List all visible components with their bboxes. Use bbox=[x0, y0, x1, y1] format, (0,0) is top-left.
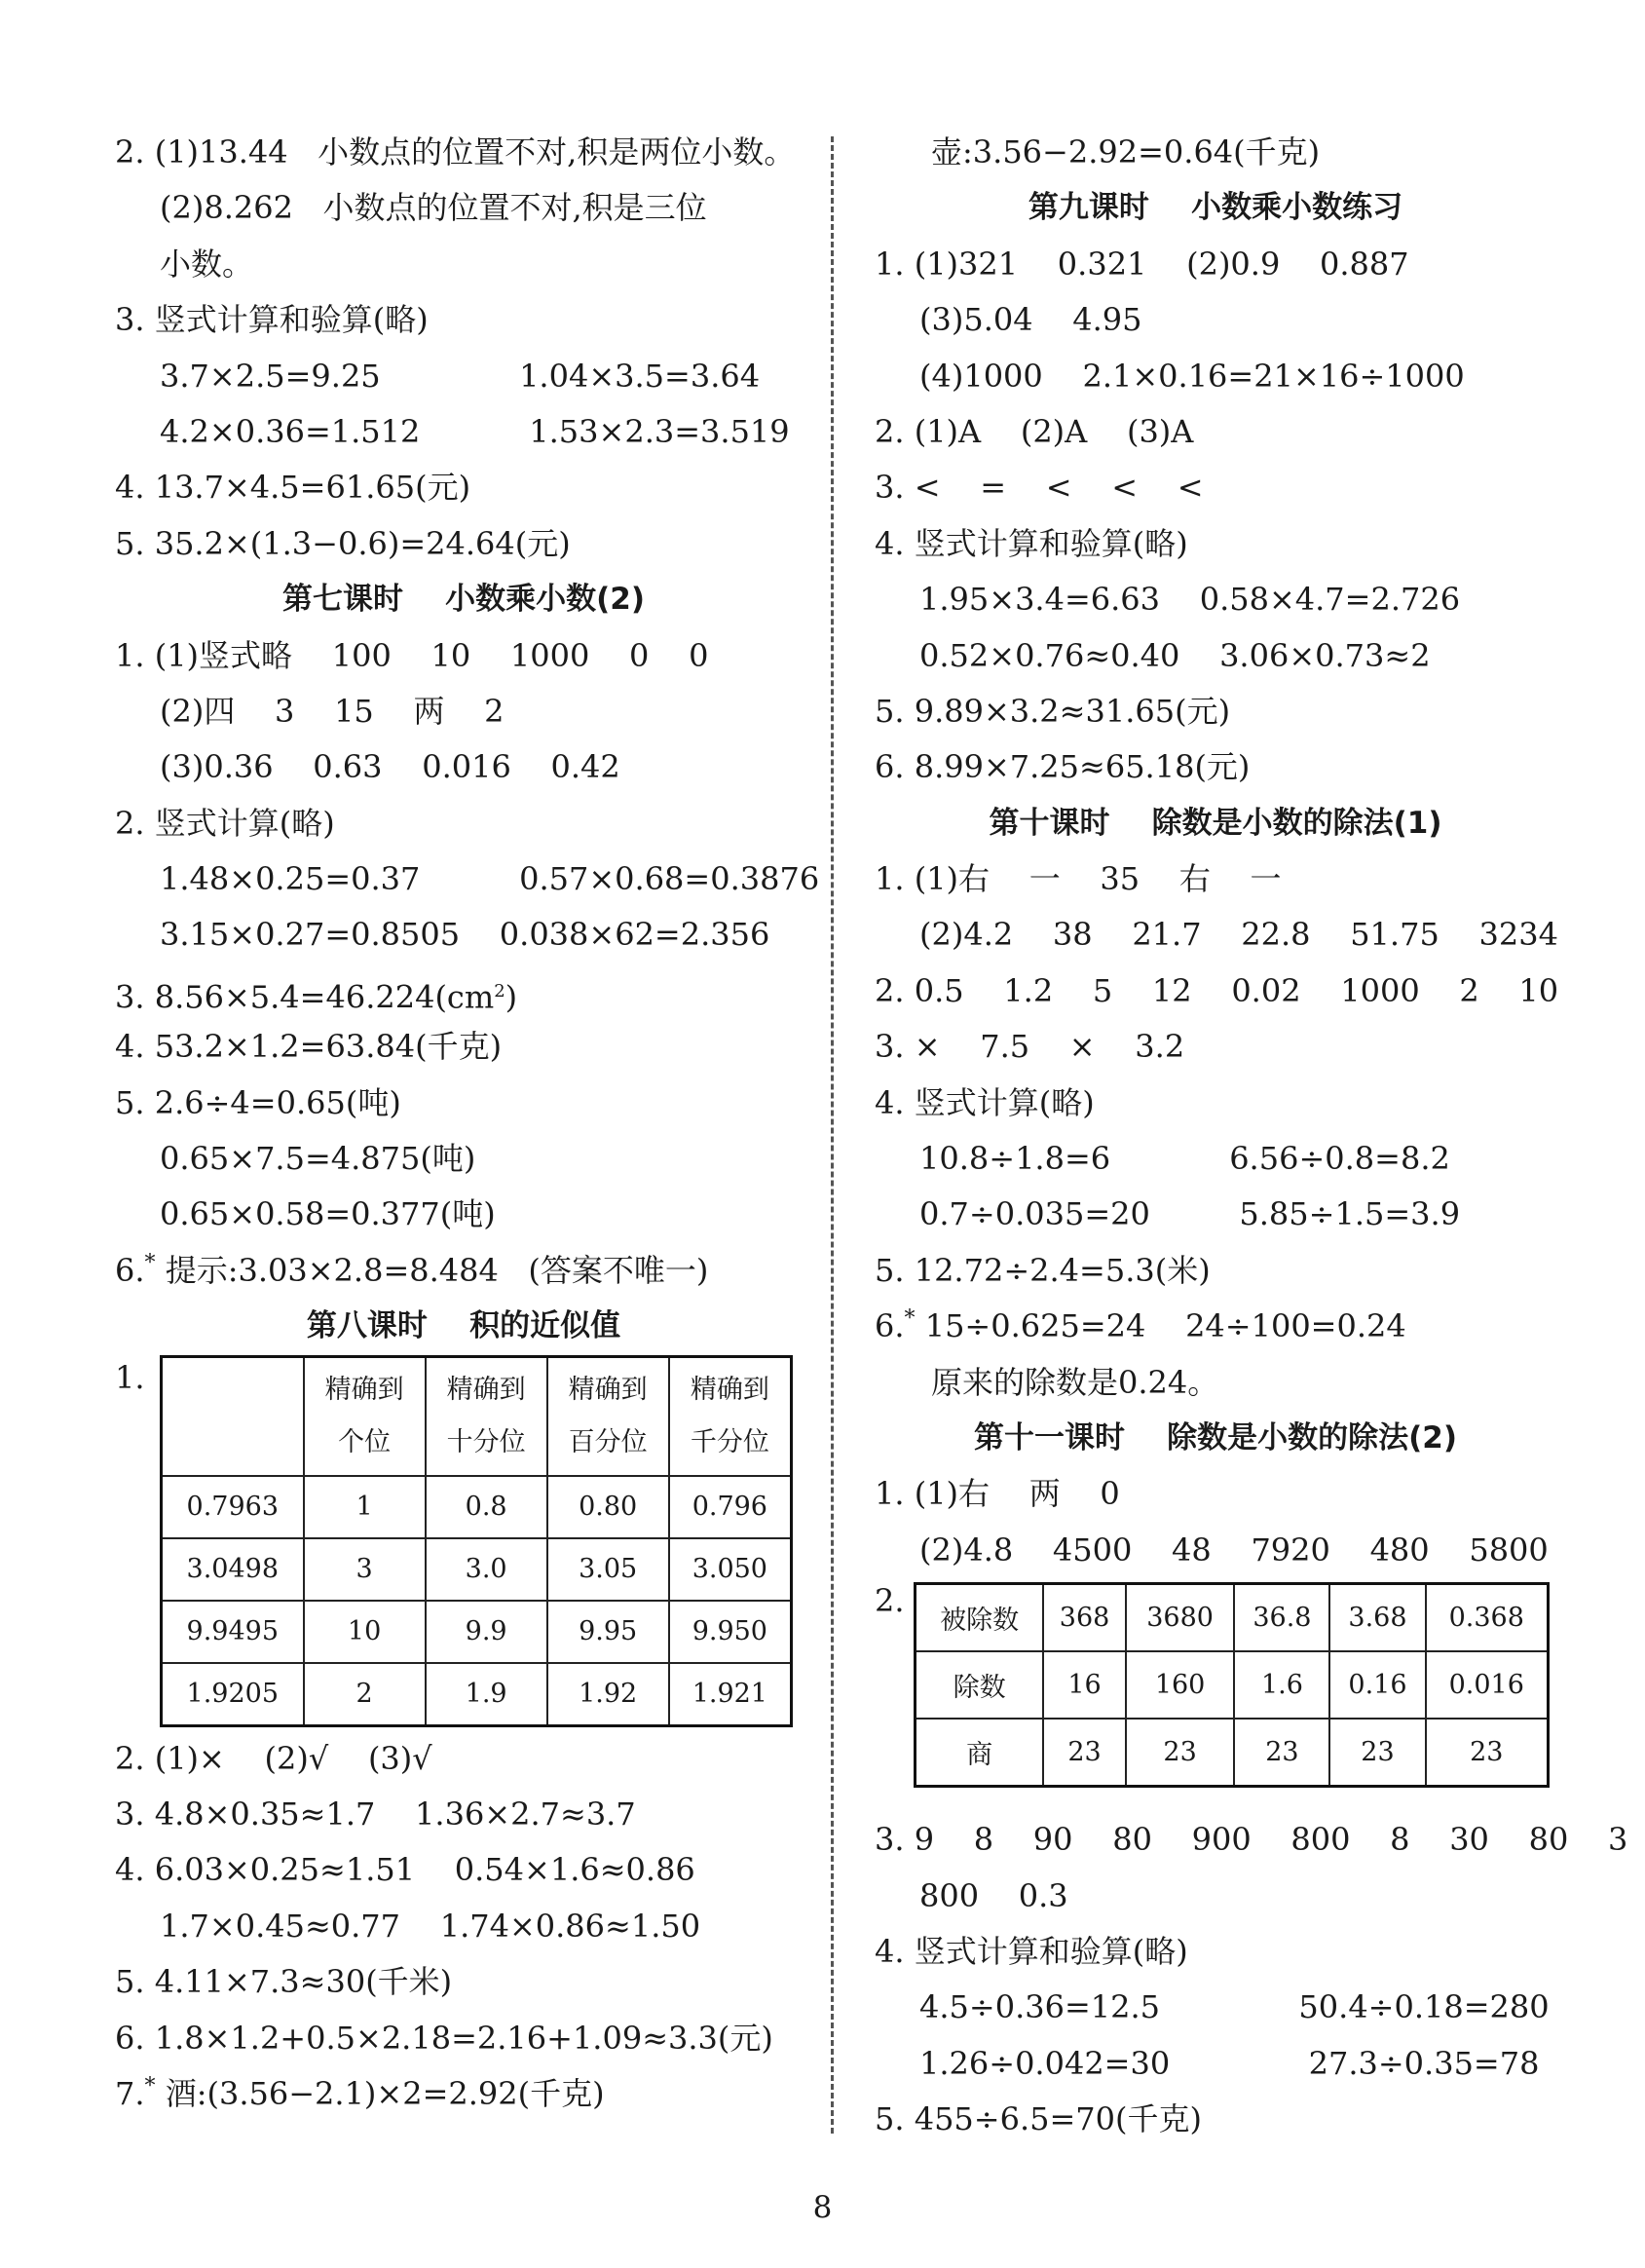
table-cell: 23 bbox=[1329, 1719, 1425, 1787]
answer-line: 5. 9.89×3.2≈31.65(元) bbox=[875, 692, 1231, 730]
table-cell: 3.68 bbox=[1329, 1584, 1425, 1652]
answer-line: 0.65×0.58=0.377(吨) bbox=[160, 1195, 496, 1233]
answer-line: 1. (1)右 两 0 bbox=[875, 1475, 1120, 1513]
table-cell: 9.950 bbox=[669, 1601, 792, 1663]
table-row bbox=[162, 1663, 792, 1726]
table-cell: 1.921 bbox=[669, 1663, 792, 1726]
answer-line: 4. 竖式计算和验算(略) bbox=[875, 1932, 1188, 1970]
column-divider bbox=[831, 136, 834, 2134]
answer-line: 3. < = < < < bbox=[875, 469, 1204, 507]
table-row bbox=[162, 1538, 792, 1601]
answer-line: 4.2×0.36=1.512 1.53×2.3=3.519 bbox=[160, 412, 790, 450]
answer-line: (2)四 3 15 两 2 bbox=[160, 692, 505, 730]
item-number: 1. bbox=[115, 1358, 145, 1396]
answer-line: 3.15×0.27=0.8505 0.038×62=2.356 bbox=[160, 916, 770, 954]
answer-line: 5. 455÷6.5=70(千克) bbox=[875, 2100, 1202, 2138]
table-row bbox=[916, 1584, 1549, 1652]
answer-text: 酒:(3.56−2.1)×2=2.92(千克) bbox=[155, 2074, 605, 2112]
answer-line: 10.8÷1.8=6 6.56÷0.8=8.2 bbox=[919, 1140, 1450, 1178]
answer-line: 1.7×0.45≈0.77 1.74×0.86≈1.50 bbox=[160, 1907, 701, 1945]
table-cell: 3.05 bbox=[547, 1538, 669, 1601]
table-cell: 0.7963 bbox=[162, 1476, 304, 1538]
table-header-cell bbox=[669, 1356, 792, 1476]
left-column bbox=[115, 125, 820, 2122]
header-text: 精确到 bbox=[324, 1374, 404, 1405]
answer-line: 0.52×0.76≈0.40 3.06×0.73≈2 bbox=[919, 636, 1431, 674]
table-cell: 3.0498 bbox=[162, 1538, 304, 1601]
answer-line: 0.65×7.5=4.875(吨) bbox=[160, 1140, 476, 1178]
header-text: 十分位 bbox=[446, 1426, 526, 1457]
item-number: 7. bbox=[115, 2074, 145, 2112]
division-table-block bbox=[875, 1582, 1556, 1812]
table-cell: 1 bbox=[304, 1476, 426, 1538]
table-cell: 0.8 bbox=[426, 1476, 547, 1538]
answer-line: 5. 4.11×7.3≈30(千米) bbox=[115, 1963, 453, 2001]
answer-line: 1. (1)321 0.321 (2)0.9 0.887 bbox=[875, 245, 1409, 283]
table-cell: 9.95 bbox=[547, 1601, 669, 1663]
table-cell: 3680 bbox=[1126, 1584, 1235, 1652]
table-row bbox=[916, 1719, 1549, 1787]
table-cell: 160 bbox=[1126, 1651, 1235, 1719]
answer-line: 2. (1)A (2)A (3)A bbox=[875, 412, 1194, 450]
answer-line: 3. 9 8 90 80 900 800 8 30 80 3 bbox=[875, 1821, 1628, 1859]
table-cell: 2 bbox=[304, 1663, 426, 1726]
table-cell: 商 bbox=[916, 1719, 1044, 1787]
table-cell: 10 bbox=[304, 1601, 426, 1663]
answer-line: 4. 53.2×1.2=63.84(千克) bbox=[115, 1028, 503, 1066]
answer-line: 4.5÷0.36=12.5 50.4÷0.18=280 bbox=[919, 1988, 1550, 2026]
table-header-cell bbox=[304, 1356, 426, 1476]
table-row bbox=[916, 1651, 1549, 1719]
table-cell: 0.16 bbox=[1329, 1651, 1425, 1719]
star-mark: * bbox=[144, 2073, 156, 2098]
answer-line: 3. 竖式计算和验算(略) bbox=[115, 301, 429, 339]
answer-line bbox=[115, 964, 812, 1019]
answer-line: (2)8.262 小数点的位置不对,积是三位 bbox=[160, 189, 707, 227]
section-heading: 第九课时 小数乘小数练习 bbox=[1028, 190, 1403, 226]
table-cell: 0.796 bbox=[669, 1476, 792, 1538]
answer-line: 5. 2.6÷4=0.65(吨) bbox=[115, 1083, 401, 1121]
table-cell: 3 bbox=[304, 1538, 426, 1601]
table-cell: 9.9495 bbox=[162, 1601, 304, 1663]
answer-line: 原来的除数是0.24。 bbox=[931, 1363, 1219, 1401]
section-heading: 第十课时 除数是小数的除法(1) bbox=[989, 805, 1442, 841]
answer-line: 1.48×0.25=0.37 0.57×0.68=0.3876 bbox=[160, 860, 820, 898]
answer-line: 4. 竖式计算和验算(略) bbox=[875, 524, 1188, 562]
item-number: 6. bbox=[875, 1307, 905, 1345]
answer-text: 15÷0.625=24 24÷100=0.24 bbox=[915, 1307, 1406, 1345]
table-row bbox=[162, 1476, 792, 1538]
table-header-cell bbox=[162, 1356, 304, 1476]
answer-line: 5. 12.72÷2.4=5.3(米) bbox=[875, 1251, 1211, 1289]
header-text: 精确到 bbox=[568, 1374, 648, 1405]
table-header-cell bbox=[426, 1356, 547, 1476]
header-text: 百分位 bbox=[568, 1426, 648, 1457]
table-cell: 16 bbox=[1043, 1651, 1126, 1719]
answer-line: 1.95×3.4=6.63 0.58×4.7=2.726 bbox=[919, 581, 1461, 619]
section-heading: 第十一课时 除数是小数的除法(2) bbox=[973, 1419, 1458, 1455]
answer-line: 1.26÷0.042=30 27.3÷0.35=78 bbox=[919, 2044, 1540, 2082]
answer-line: 1. (1)竖式略 100 10 1000 0 0 bbox=[115, 636, 709, 674]
answer-line: 2. (1)13.44 小数点的位置不对,积是两位小数。 bbox=[115, 133, 796, 170]
answer-line: 3. × 7.5 × 3.2 bbox=[875, 1028, 1185, 1066]
answer-line: (3)5.04 4.95 bbox=[919, 301, 1142, 339]
section-heading: 第七课时 小数乘小数(2) bbox=[281, 582, 646, 618]
answer-line: 小数。 bbox=[160, 245, 254, 283]
division-table bbox=[914, 1582, 1550, 1788]
table-cell: 368 bbox=[1043, 1584, 1126, 1652]
item-number: 6. bbox=[115, 1251, 145, 1289]
answer-line bbox=[875, 1299, 1556, 1354]
header-text: 精确到 bbox=[446, 1374, 526, 1405]
answer-line: 6. 1.8×1.2+0.5×2.18=2.16+1.09≈3.3(元) bbox=[115, 2019, 773, 2057]
approximation-table bbox=[160, 1355, 793, 1727]
superscript: 2 bbox=[494, 980, 505, 1002]
header-text: 个位 bbox=[338, 1426, 392, 1457]
answer-text: ) bbox=[505, 978, 518, 1016]
star-mark: * bbox=[904, 1306, 916, 1332]
header-text: 千分位 bbox=[690, 1426, 769, 1457]
table-cell: 被除数 bbox=[916, 1584, 1044, 1652]
answer-line: 6. 8.99×7.25≈65.18(元) bbox=[875, 748, 1251, 786]
answer-line: 5. 35.2×(1.3−0.6)=24.64(元) bbox=[115, 524, 571, 562]
table-row bbox=[162, 1601, 792, 1663]
right-column bbox=[875, 125, 1628, 2148]
item-number: 2. bbox=[875, 1582, 905, 1620]
answer-line: (4)1000 2.1×0.16=21×16÷1000 bbox=[919, 357, 1465, 395]
table-cell: 0.80 bbox=[547, 1476, 669, 1538]
table-header-cell bbox=[547, 1356, 669, 1476]
answer-line bbox=[115, 1243, 812, 1299]
approximation-table-block bbox=[115, 1355, 812, 1731]
answer-line: 4. 6.03×0.25≈1.51 0.54×1.6≈0.86 bbox=[115, 1851, 695, 1889]
answer-line: (2)4.2 38 21.7 22.8 51.75 3234 bbox=[919, 916, 1558, 954]
table-cell: 23 bbox=[1043, 1719, 1126, 1787]
answer-line: 0.7÷0.035=20 5.85÷1.5=3.9 bbox=[919, 1195, 1461, 1233]
table-header-row bbox=[162, 1356, 792, 1476]
table-cell: 1.9205 bbox=[162, 1663, 304, 1726]
header-text: 精确到 bbox=[690, 1374, 769, 1405]
table-cell: 1.6 bbox=[1234, 1651, 1329, 1719]
answer-line: 2. (1)× (2)√ (3)√ bbox=[115, 1739, 432, 1777]
answer-line: 2. 0.5 1.2 5 12 0.02 1000 2 10 bbox=[875, 971, 1559, 1009]
answer-text: 提示:3.03×2.8=8.484 (答案不唯一) bbox=[155, 1251, 709, 1289]
table-cell: 36.8 bbox=[1234, 1584, 1329, 1652]
table-cell: 1.9 bbox=[426, 1663, 547, 1726]
table-cell: 9.9 bbox=[426, 1601, 547, 1663]
table-cell: 0.368 bbox=[1426, 1584, 1549, 1652]
answer-line: (2)4.8 4500 48 7920 480 5800 bbox=[919, 1531, 1549, 1569]
answer-line: 4. 13.7×4.5=61.65(元) bbox=[115, 469, 471, 507]
answer-line: 3. 4.8×0.35≈1.7 1.36×2.7≈3.7 bbox=[115, 1795, 636, 1833]
table-cell: 23 bbox=[1426, 1719, 1549, 1787]
answer-line bbox=[115, 2066, 812, 2122]
page-number: 8 bbox=[812, 2190, 833, 2225]
answer-line: (3)0.36 0.63 0.016 0.42 bbox=[160, 748, 620, 786]
table-cell: 除数 bbox=[916, 1651, 1044, 1719]
answer-line: 3.7×2.5=9.25 1.04×3.5=3.64 bbox=[160, 357, 761, 395]
table-cell: 23 bbox=[1234, 1719, 1329, 1787]
table-cell: 1.92 bbox=[547, 1663, 669, 1726]
table-cell: 23 bbox=[1126, 1719, 1235, 1787]
star-mark: * bbox=[144, 1250, 156, 1275]
answer-line: 2. 竖式计算(略) bbox=[115, 804, 335, 842]
table-cell: 3.0 bbox=[426, 1538, 547, 1601]
table-cell: 0.016 bbox=[1426, 1651, 1549, 1719]
answer-line: 4. 竖式计算(略) bbox=[875, 1083, 1095, 1121]
answer-line: 800 0.3 bbox=[919, 1876, 1068, 1914]
section-heading: 第八课时 积的近似值 bbox=[306, 1308, 621, 1344]
table-cell: 3.050 bbox=[669, 1538, 792, 1601]
answer-text: 3. 8.56×5.4=46.224(cm bbox=[115, 978, 495, 1016]
answer-line: 壶:3.56−2.92=0.64(千克) bbox=[931, 133, 1321, 170]
answer-line: 1. (1)右 一 35 右 一 bbox=[875, 860, 1282, 898]
